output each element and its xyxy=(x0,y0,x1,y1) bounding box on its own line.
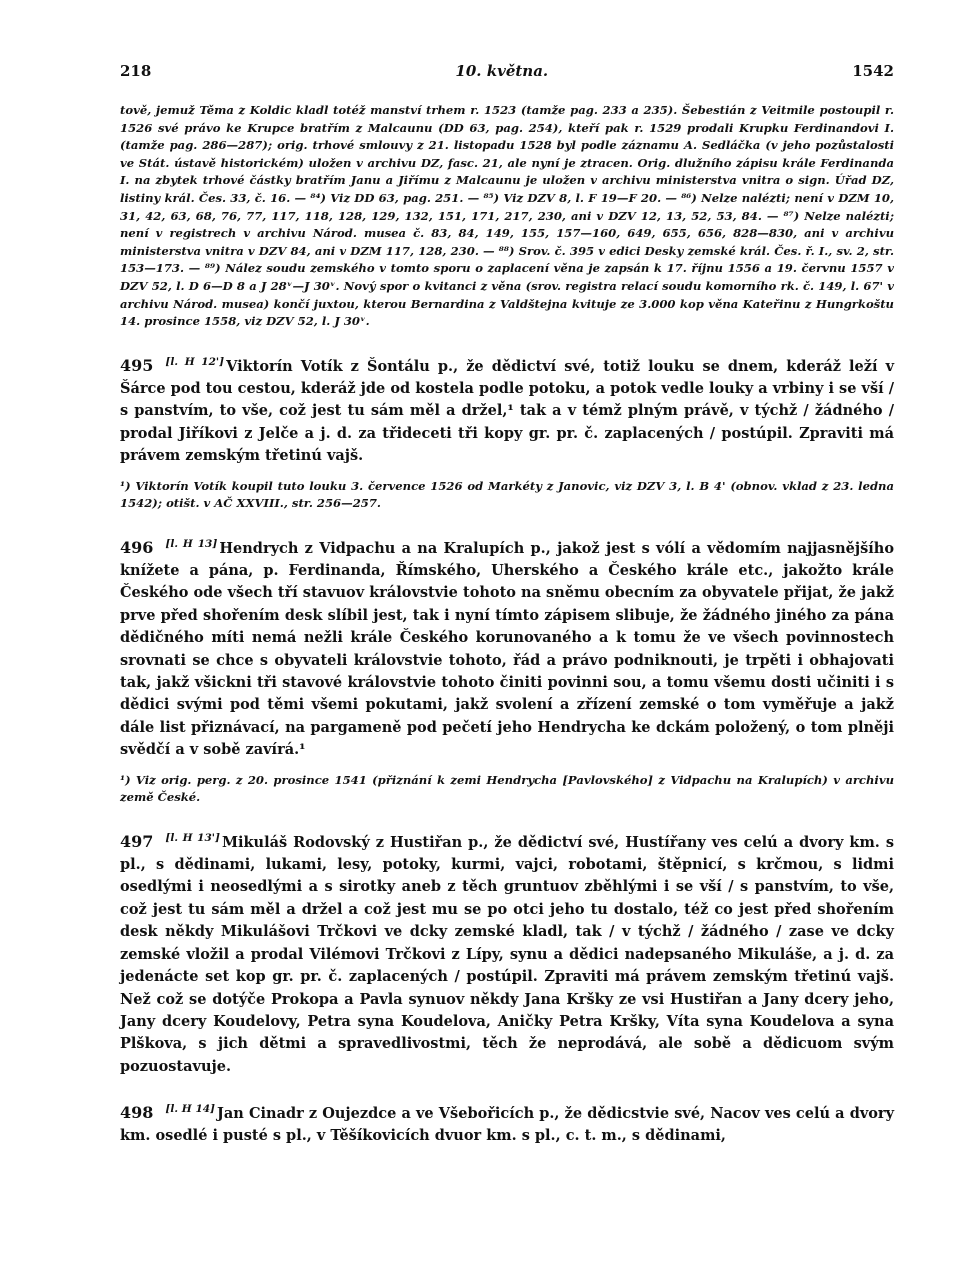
entry-496 xyxy=(120,533,894,807)
folio-ref: [l. H 14] xyxy=(165,1103,216,1116)
year: 1542 xyxy=(852,62,894,80)
entry-footnote: ¹) Viz orig. perg. z 20. prosince 1541 (přiznání k zemi Hendrycha [Pavlovského] z Vidpachu na Kralupích) v archivu země České. xyxy=(120,772,894,805)
running-header xyxy=(120,62,894,80)
page-number: 218 xyxy=(120,62,152,80)
entry-497 xyxy=(120,827,894,1078)
entry-text: Hendrych z Vidpachu a na Kralupích p., jakož jest s vólí a vědomím najjasnějšího knížete a pána, p. Ferdinanda, Římského, Uherského a Českého krále etc., jakožto krále Českého ode všech tří stavuov královstvie tohoto na sněmu obecním za obyvatele přijat, že jakž prve před shořením desk slíbil jest, tak i nyní tímto zápisem slibuje, že žádného jiného za pána dědičného míti nemá nežli krále Českého korunovaného a k tomu že ve všech povinnostech srovnati se chce s obyvateli královstvie tohoto, řád a právo podniknouti, je trpěti i obhajovati tak, jakž všickni tři stavové královstvie tohoto činiti povinni sou, a tomu všemu dosti učiniti i s dědici svými pod těmi všemi pokutami, jakž svolení a zřízení zemské o tom vyměřuje a jakž dále list přiznávací, na pargameně pod pečetí jeho Hendrycha ke dckám položený, o tom plněji svědčí a v sobě zavírá.¹ xyxy=(120,539,894,759)
entry-text: Viktorín Votík z Šontálu p., že dědictví své, totiž louku se dnem, kderáž leží v Šárce pod tou cestou, kderáž jde od kostela podle potoku, a potok vedle louky a vrbiny i se vší / s panstvím, to vše, což jest tu sám měl a držel,¹ tak a v témž plným právě, v týchž / žádného / prodal Jiříkovi z Jelče a j. d. za třideceti tři kopy gr. pr. č. zaplacených / postúpil. Zpraviti má právem zemským třetinú vajš. xyxy=(120,357,894,465)
running-title: 10. května. xyxy=(455,62,549,80)
entry-number: 496 xyxy=(120,537,154,557)
entry-text: Jan Cinadr z Oujezdce a ve Všebořicích p., že dědicstvie své, Nacov ves celú a dvory km. osedlé i pusté s pl., v Těšíkovicích dvuor km. s pl., c. t. m., s dědinami, xyxy=(120,1104,894,1145)
continued-footnotes: tově, jemuž Těma z Koldic kladl totéž manství trhem r. 1523 (tamže pag. 233 a 235). Šebestián z Veitmile postoupil r. 1526 své právo ke Krupce bratřím z Malcaunu (DD 63, pag. 254), kteří pak r. 1529 prodali Krupku Ferdinandovi I. (tamže pag. 286—287); orig. trhové smlouvy z 21. listopadu 1528 byl podle záznamu A. Sedláčka (v jeho pozůstalosti ve Stát. ústavě historickém) uložen v archivu DZ, fasc. 21, ale nyní je ztracen. Orig. dlužního zápisu krále Ferdinanda I. na zbytek trhové částky bratřím Janu a Jiřímu z Malcaunu je uložen v archivu ministerstva vnitra o sign. Úřad DZ, listiny král. Čes. 33, č. 16. — ⁸⁴) Viz DD 63, pag. 251. — ⁸⁵) Viz DZV 8, l. F 19—F 20. — ⁸⁶) Nelze nalézti; není v DZM 10, 31, 42, 63, 68, 76, 77, 117, 118, 128, 129, 132, 151, 171, 217, 230, ani v DZV 12, 13, 52, 53, 84. — ⁸⁷) Nelze nalézti; není v registrech v archivu Národ. musea č. 83, 84, 149, 155, 157—160, 649, 655, 656, 828—830, ani v archivu ministerstva vnitra v DZV 84, ani v DZM 117, 128, 230. — ⁸⁸) Srov. č. 395 v edici Desky zemské král. Čes. ř. I., sv. 2, str. 153—173. — ⁸⁹) Nález soudu zemského v tomto sporu o zaplacení věna je zapsán k 17. říjnu 1556 a 19. červnu 1557 v DZV 52, l. D 6—D 8 a J 28ᵛ—J 30ᵛ. Nový spor o kvitanci z věna (srov. registra relací soudu komorního rk. č. 149, l. 67' v archivu Národ. musea) končí juxtou, kterou Bernardina z Valdštejna kvituje ze 3.000 kop věna Kateřinu z Hungrkoštu 14. prosince 1558, viz DZV 52, l. J 30ᵛ. xyxy=(120,103,894,329)
folio-ref: [l. H 13'] xyxy=(165,831,220,844)
entry-495 xyxy=(120,351,894,513)
entry-text: Mikuláš Rodovský z Hustiřan p., že dědictví své, Hustířany ves celú a dvory km. s pl., s dědinami, lukami, lesy, potoky, kurmi, vajci, robotami, štěpnicí, s krčmou, s lidmi osedlými i neosedlými a s sirotky aneb z těch gruntuov zběhlými i se vší / s panstvím, to vše, což jest tu sám měl a držel a což jest mu se po otci jeho tu dostalo, též co jest před shořením desk někdy Mikulášovi Trčkovi ve dcky zemské kladl, tak / v týchž / žádného / zase ve dcky zemské vložil a prodal Vilémovi Trčkovi z Lípy, synu a dědici nadepsaného Mikuláše, a j. d. za jedenácte set kop gr. pr. č. zaplacených / postúpil. Zpraviti má právem zemským třetinú vajš. Než což se dotýče Prokopa a Pavla synuov někdy Jana Kršky ze vsi Hustiřan a Jany dcery jeho, Jany dcery Koudelovy, Petra syna Koudelova, Aničky Petra Kršky, Víta syna Koudelova a syna Plškova, s jich dětmi a spravedlivostmi, těch že neprodává, ale sobě a dědicuom svým pozuostavuje. xyxy=(120,833,895,1075)
entry-number: 497 xyxy=(120,831,154,851)
entry-number: 498 xyxy=(120,1102,154,1122)
folio-ref: [l. H 13] xyxy=(165,537,218,550)
page xyxy=(120,62,894,1148)
entry-number: 495 xyxy=(120,355,154,375)
entry-498 xyxy=(120,1098,894,1148)
entry-footnote: ¹) Viktorín Votík koupil tuto louku 3. července 1526 od Markéty z Janovic, viz DZV 3, l. B 4' (obnov. vklad z 23. ledna 1542); otišt. v AČ XXVIII., str. 256—257. xyxy=(120,478,894,511)
folio-ref: [l. H 12'] xyxy=(165,355,225,368)
